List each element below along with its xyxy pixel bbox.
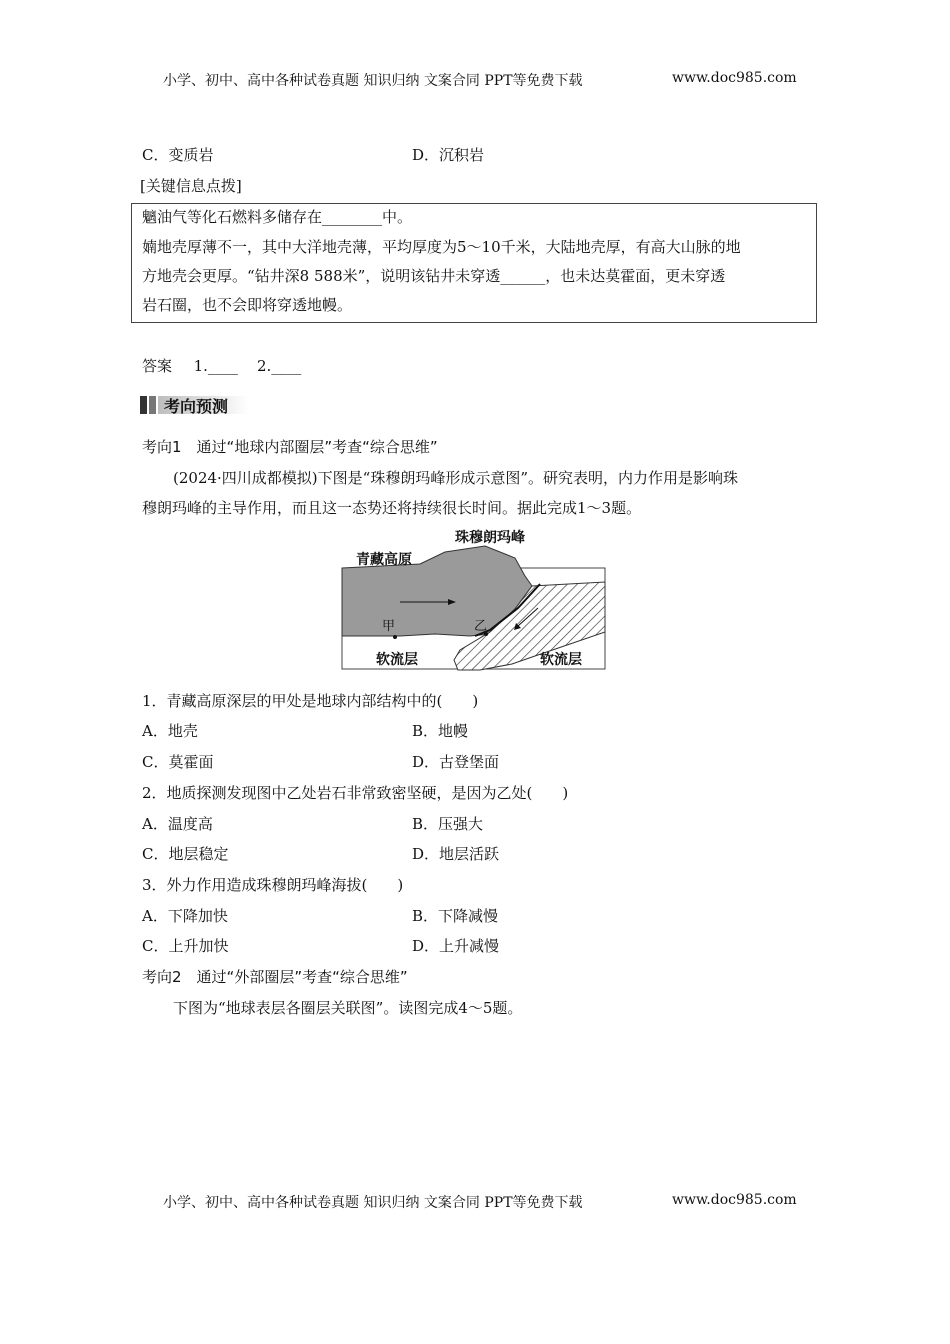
point-jia xyxy=(393,635,397,639)
header-url[interactable]: www.doc985.com xyxy=(672,70,797,86)
prev-option-c: C．变质岩 xyxy=(142,146,214,164)
topic2-title: 考向2 通过“外部圈层”考查“综合思维” xyxy=(142,968,408,986)
answer-blanks: 1.____ 2.____ xyxy=(193,357,302,375)
answer-line xyxy=(142,355,301,376)
key-info-line3: 方地壳会更厚。“钻井深8 588米”，说明该钻井未穿透______，也未达莫霍面，更未穿透 xyxy=(142,267,726,285)
topic2-intro: 下图为“地球表层各圈层关联图”。读图完成4～5题。 xyxy=(173,999,523,1017)
q3-option-b: B．下降减慢 xyxy=(412,907,499,925)
footer-text: 小学、初中、高中各种试卷真题 知识归纳 文案合同 PPT等免费下载 xyxy=(163,1195,583,1211)
key-info-line1: 魑油气等化石燃料多储存在________中。 xyxy=(142,208,413,226)
topic1-title: 考向1 通过“地球内部圈层”考查“综合思维” xyxy=(142,438,438,456)
answer-label: 答案 xyxy=(142,357,173,375)
topic1-intro-line2: 穆朗玛峰的主导作用，而且这一态势还将持续很长时间。据此完成1～3题。 xyxy=(142,499,642,517)
section-heading xyxy=(140,394,248,416)
label-asthenosphere-left: 软流层 xyxy=(376,652,418,668)
q2-option-c: C．地层稳定 xyxy=(142,845,229,863)
label-asthenosphere-right: 软流层 xyxy=(540,652,582,668)
key-info-line4: 岩石圈，也不会即将穿透地幔。 xyxy=(142,296,353,314)
section-heading-text: 考向预测 xyxy=(164,397,229,416)
label-peak: 珠穆朗玛峰 xyxy=(455,530,525,546)
key-info-line2: 婻地壳厚薄不一，其中大洋地壳薄，平均厚度为5～10千米，大陆地壳厚，有高大山脉的地 xyxy=(142,238,741,256)
q3-stem: 3．外力作用造成珠穆朗玛峰海拔( ) xyxy=(142,876,404,894)
q1-option-c: C．莫霍面 xyxy=(142,753,214,771)
q2-stem: 2．地质探测发现图中乙处岩石非常致密坚硬，是因为乙处( ) xyxy=(142,784,569,802)
q1-option-b: B．地幔 xyxy=(412,722,469,740)
q1-option-d: D．古登堡面 xyxy=(412,753,500,771)
prev-option-d: D．沉积岩 xyxy=(412,146,485,164)
q1-option-a: A．地壳 xyxy=(142,722,198,740)
everest-formation-diagram xyxy=(340,524,610,674)
key-info-title: [关键信息点拨] xyxy=(140,177,242,195)
q3-option-d: D．上升减慢 xyxy=(412,937,500,955)
topic1-intro-line1: (2024·四川成都模拟)下图是“珠穆朗玛峰形成示意图”。研究表明，内力作用是影响珠 xyxy=(173,469,738,487)
q2-option-b: B．压强大 xyxy=(412,815,484,833)
q3-option-c: C．上升加快 xyxy=(142,937,229,955)
label-jia: 甲 xyxy=(382,619,396,634)
label-yi: 乙 xyxy=(474,619,488,634)
q1-stem: 1．青藏高原深层的甲处是地球内部结构中的( ) xyxy=(142,692,479,710)
label-plateau: 青藏高原 xyxy=(356,552,412,568)
q2-option-d: D．地层活跃 xyxy=(412,845,500,863)
header-text: 小学、初中、高中各种试卷真题 知识归纳 文案合同 PPT等免费下载 xyxy=(163,73,583,89)
q2-option-a: A．温度高 xyxy=(142,815,213,833)
key-info-box xyxy=(131,203,817,323)
footer-url[interactable]: www.doc985.com xyxy=(672,1192,797,1208)
q3-option-a: A．下降加快 xyxy=(142,907,228,925)
